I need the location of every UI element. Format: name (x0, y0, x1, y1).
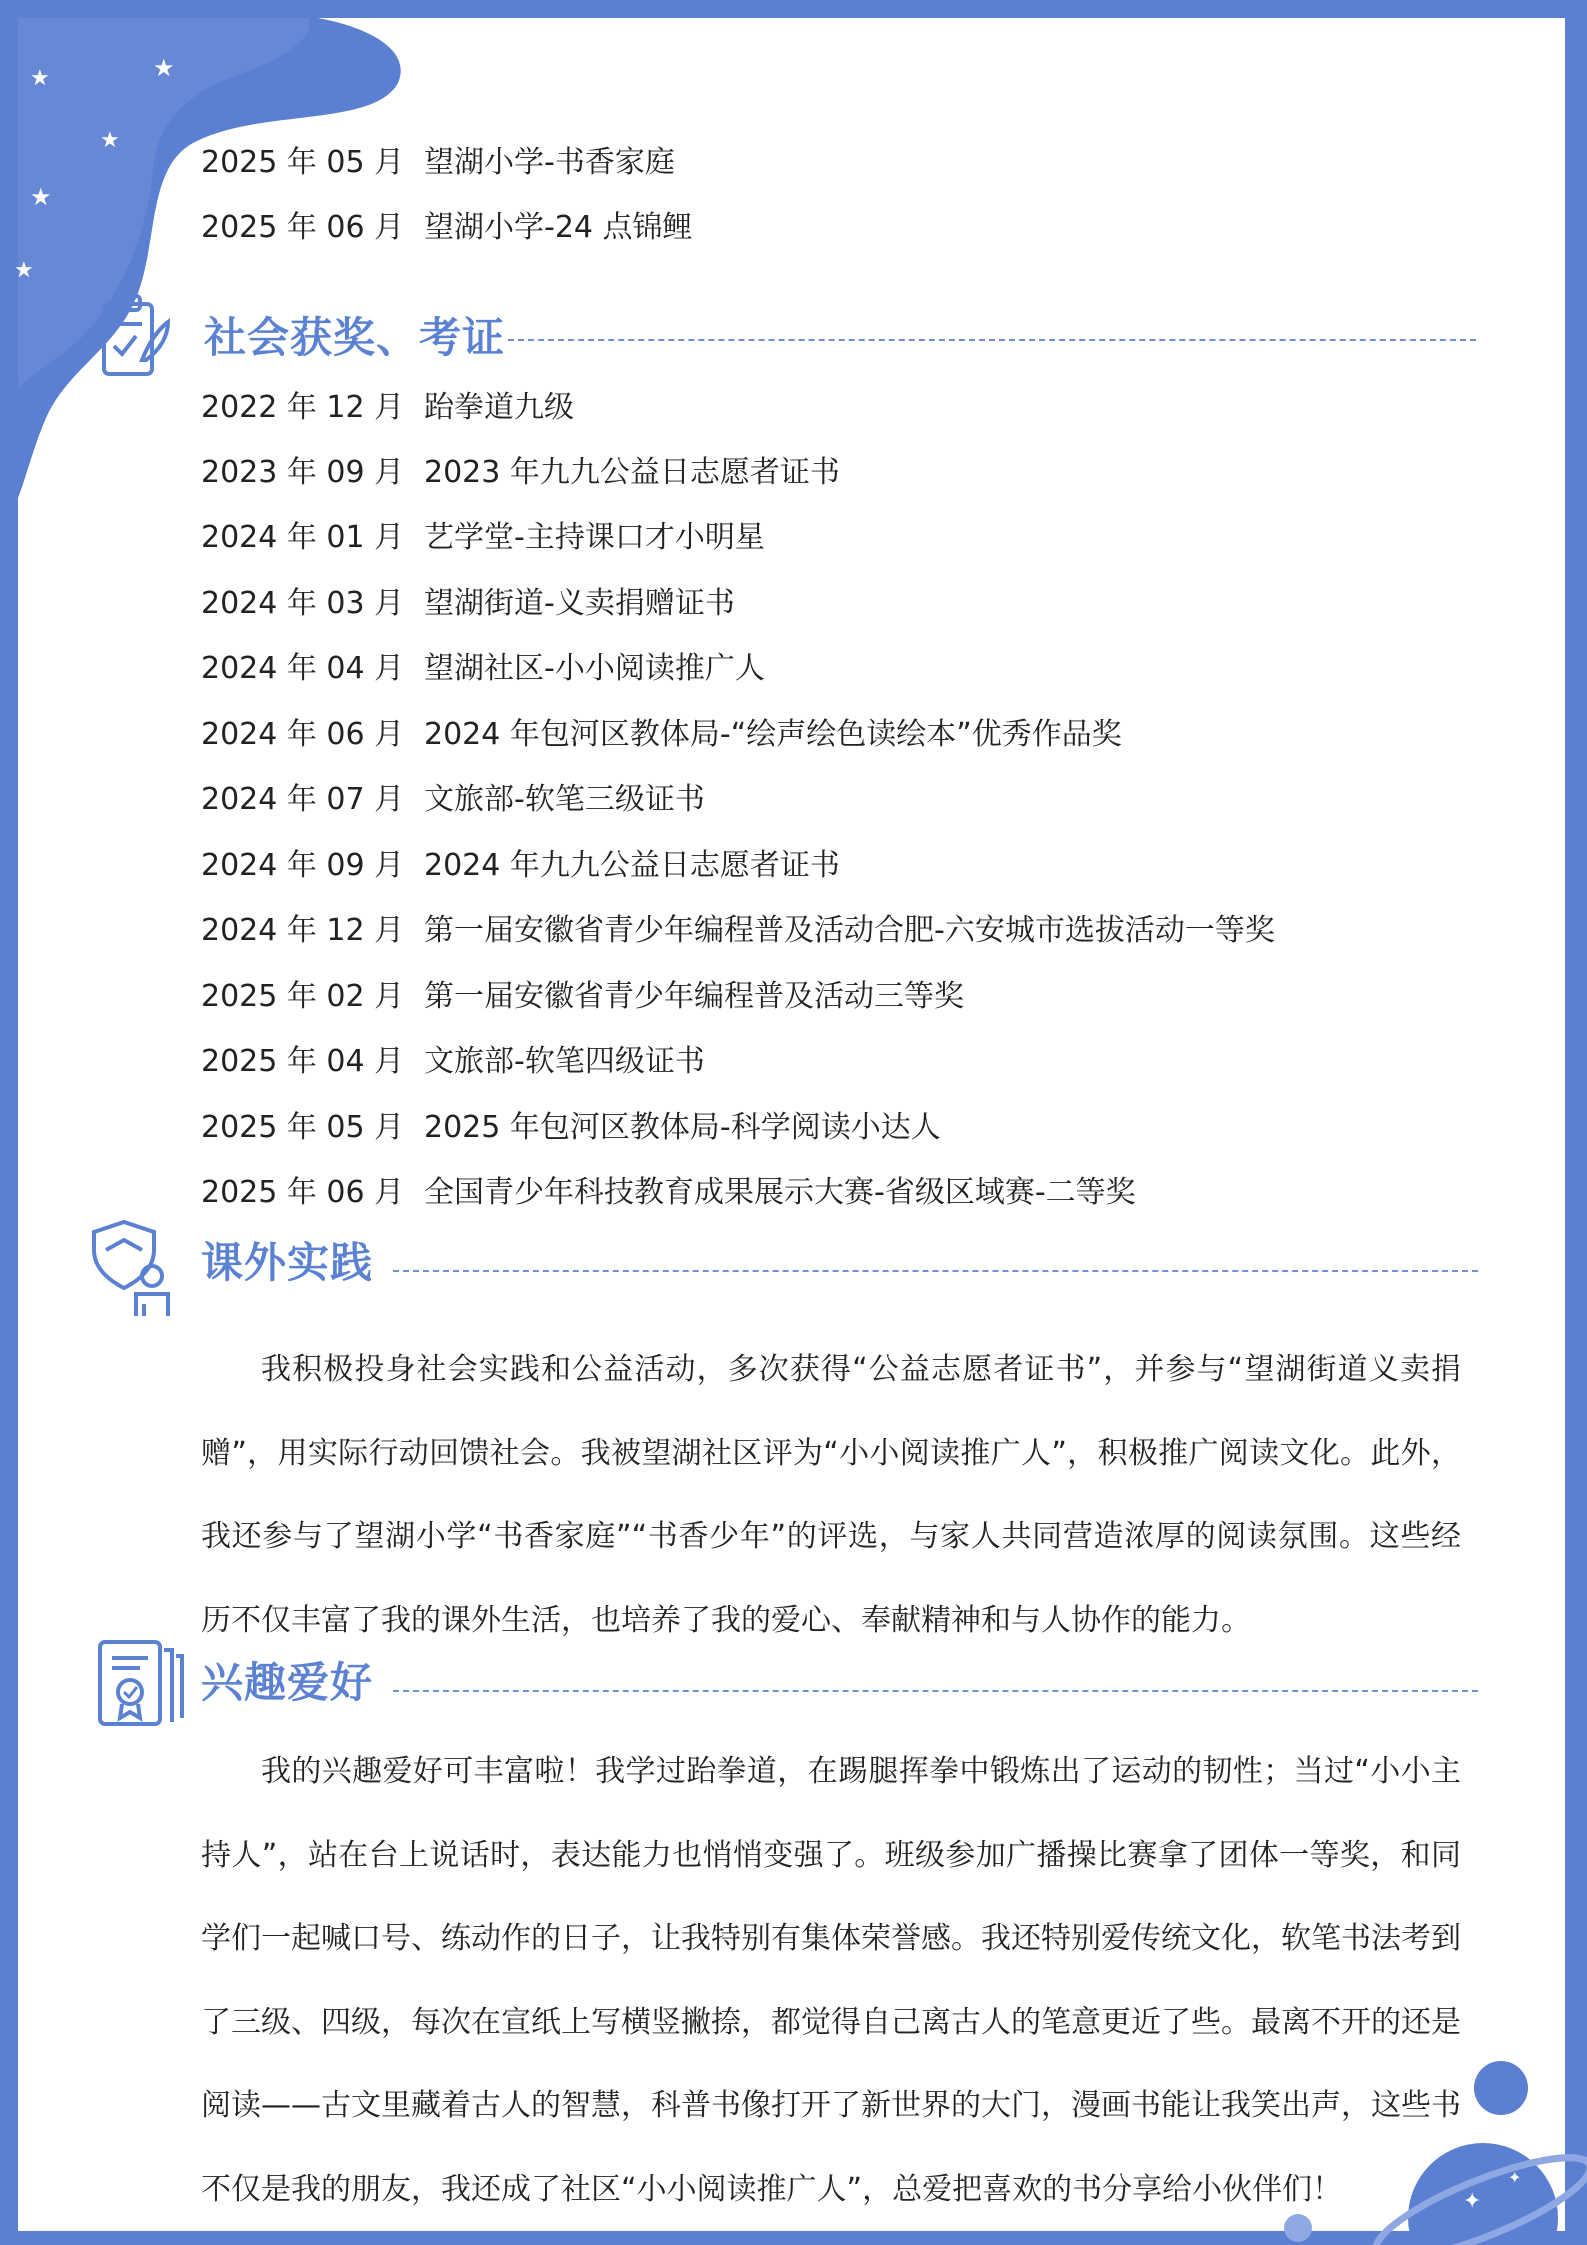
list-item (201, 208, 693, 248)
entry-text: 跆拳道九级 (424, 390, 574, 425)
entry-text: 望湖小学-书香家庭 (424, 145, 675, 180)
table-row (201, 453, 840, 493)
table-row (201, 846, 840, 886)
entry-date: 2025 年 05 月 (201, 145, 405, 180)
svg-text:✦: ✦ (1463, 2189, 1482, 2214)
svg-text:✦: ✦ (1508, 2168, 1522, 2187)
section-title-hobbies: 兴趣爱好 (201, 1658, 374, 1707)
entry-date: 2024 年 07 月 (201, 782, 405, 817)
entry-date: 2025 年 04 月 (201, 1044, 405, 1079)
entry-text: 望湖社区-小小阅读推广人 (424, 651, 765, 686)
entry-date: 2025 年 05 月 (201, 1110, 405, 1145)
entry-date: 2023 年 09 月 (201, 455, 405, 490)
entry-text: 望湖小学-24 点锦鲤 (424, 210, 693, 245)
entry-text: 2023 年九九公益日志愿者证书 (424, 455, 840, 490)
entry-text: 全国青少年科技教育成果展示大赛-省级区域赛-二等奖 (424, 1175, 1136, 1210)
entry-date: 2025 年 06 月 (201, 210, 405, 245)
section-title-practice: 课外实践 (201, 1238, 374, 1287)
entry-date: 2024 年 04 月 (201, 651, 405, 686)
section-divider (508, 339, 1476, 341)
table-row (201, 1042, 705, 1082)
table-row (201, 584, 735, 624)
star-icon: ★ (153, 54, 175, 82)
section-divider (393, 1270, 1478, 1272)
table-row (201, 977, 964, 1017)
entry-text: 望湖街道-义卖捐赠证书 (424, 586, 735, 621)
table-row (201, 1173, 1136, 1213)
resume-page (14, 18, 1565, 2231)
table-row (201, 388, 574, 428)
star-icon: ★ (100, 128, 120, 153)
entry-text: 2024 年九九公益日志愿者证书 (424, 848, 840, 883)
entry-text: 2025 年包河区教体局-科学阅读小达人 (424, 1110, 941, 1145)
entry-date: 2024 年 09 月 (201, 848, 405, 883)
entry-date: 2024 年 01 月 (201, 520, 405, 555)
entry-date: 2025 年 06 月 (201, 1175, 405, 1210)
table-row (201, 911, 1275, 951)
section-title-awards: 社会获奖、考证 (204, 313, 506, 362)
table-row (201, 1108, 941, 1148)
entry-text: 第一届安徽省青少年编程普及活动三等奖 (424, 979, 964, 1014)
volunteer-badge-icon (84, 1220, 186, 1320)
entry-date: 2025 年 02 月 (201, 979, 405, 1014)
entry-date: 2024 年 03 月 (201, 586, 405, 621)
star-icon: ★ (30, 66, 50, 91)
entry-text: 2024 年包河区教体局-“绘声绘色读绘本”优秀作品奖 (424, 717, 1122, 752)
practice-paragraph: 我积极投身社会实践和公益活动，多次获得“公益志愿者证书”，并参与“望湖街道义卖捐赠”，用实际行动回馈社会。我被望湖社区评为“小小阅读推广人”，积极推广阅读文化。此外，我还参与了望湖小学“书香家庭”“书香少年”的评选，与家人共同营造浓厚的阅读氛围。这些经历不仅丰富了我的课外生活，也培养了我的爱心、奉献精神和与人协作的能力。 (201, 1352, 1461, 1638)
entry-date: 2024 年 06 月 (201, 717, 405, 752)
entry-text: 文旅部-软笔四级证书 (424, 1044, 705, 1079)
table-row (201, 649, 765, 689)
entry-text: 艺学堂-主持课口才小明星 (424, 520, 765, 555)
list-item (201, 143, 675, 183)
star-icon: ★ (30, 183, 52, 211)
section-divider (393, 1690, 1478, 1692)
table-row (201, 518, 765, 558)
star-icon: ★ (14, 258, 34, 283)
entry-date: 2024 年 12 月 (201, 913, 405, 948)
clipboard-feather-icon (98, 290, 170, 380)
certificate-icon (96, 1638, 186, 1730)
hobbies-paragraph: 我的兴趣爱好可丰富啦！我学过跆拳道，在踢腿挥拳中锻炼出了运动的韧性；当过“小小主持人”，站在台上说话时，表达能力也悄悄变强了。班级参加广播操比赛拿了团体一等奖，和同学们一起喊口号、练动作的日子，让我特别有集体荣誉感。我还特别爱传统文化，软笔书法考到了三级、四级，每次在宣纸上写横竖撇捺，都觉得自己离古人的笔意更近了些。最离不开的还是阅读——古文里藏着古人的智慧，科普书像打开了新世界的大门，漫画书能让我笑出声，这些书不仅是我的朋友，我还成了社区“小小阅读推广人”，总爱把喜欢的书分享给小伙伴们！ (201, 1754, 1461, 2207)
wave-decoration (18, 18, 438, 518)
entry-text: 文旅部-软笔三级证书 (424, 782, 705, 817)
entry-date: 2022 年 12 月 (201, 390, 405, 425)
table-row (201, 780, 705, 820)
table-row (201, 715, 1122, 755)
entry-text: 第一届安徽省青少年编程普及活动合肥-六安城市选拔活动一等奖 (424, 913, 1275, 948)
